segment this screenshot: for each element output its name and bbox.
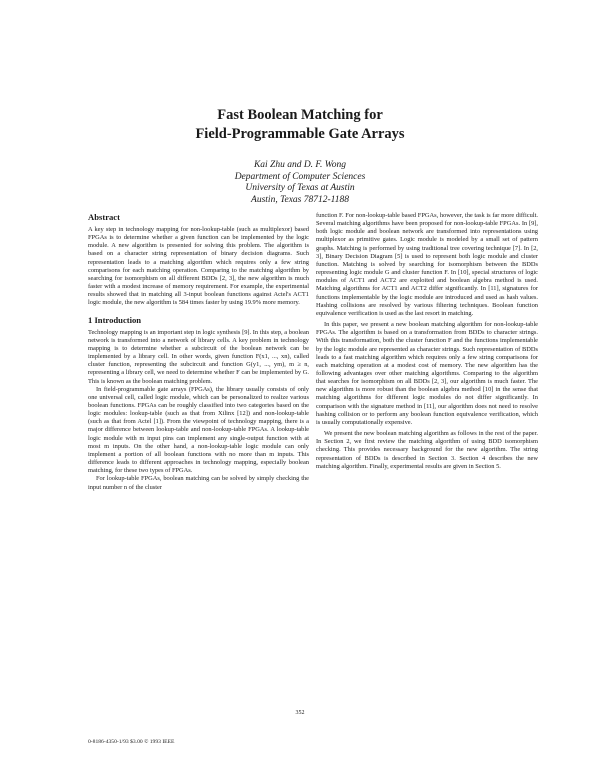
intro-paragraph-5: In this paper, we present a new boolean matching algorithm for non-lookup-table FPGAs. The algorithm is based on a transformation from BDDs to character strings. With this transformation, both the cluster function F and the functions implementable by the logic module are represented as character strings. Such representation of BDDs leads to a fast matching algorithm which requires only a few string comparisons for each matching operation at a modest cost of memory. The new algorithm has the following advantages over other matching algorithms. Comparing to the algorithm that searches for isomorphism on all BDDs [2, 3], our algorithm is much faster. The new algorithm is more robust than the boolean algebra method [10] in the sense that matching algorithms for different logic modules do not differ significantly. In comparison with the signature method in [11], our algorithm does not need to resolve hashing collision or to perform any boolean function equivalence verification, which is usually computationally expensive. [316, 321, 538, 426]
author-location: Austin, Texas 78712-1188 [251, 194, 349, 205]
intro-paragraph-3: For lookup-table FPGAs, boolean matching can be solved by simply checking the input number n of the cluster [88, 475, 309, 491]
abstract-heading: Abstract [88, 212, 120, 222]
introduction-heading: 1 Introduction [88, 314, 142, 325]
title-line-1: Fast Boolean Matching for [217, 107, 383, 123]
author-university: University of Texas at Austin [245, 183, 355, 193]
page-number: 352 [295, 710, 305, 716]
left-column [88, 212, 309, 492]
intro-paragraph-4: function F. For non-lookup-table based FPGAs, however, the task is far more difficult. Several matching algorithms have been proposed for non-lookup-table FPGAs. In [9], both logic module and boolean network are transformed into representations using multiplexor as primitive gates. Logic module is modeled by a small set of pattern graphs. Matching is performed by using traditional tree covering technique [7]. In [2, 3], Binary Decision Diagram [5] is used to represent both logic module and cluster function. Matching is solved by searching for isomorphism between the BDDs representing logic module G and cluster function F. In [10], special structures of logic modules of ACT1 and ACT2 are exploited and boolean algebra method is used. Matching algorithms for ACT1 and ACT2 differ significantly. In [11], signatures for functions implementable by the logic module are introduced and used as hash values. Hashing collisions are resolved by various filtering techniques. Boolean function equivalence verification is used as the last resort in matching. [316, 212, 538, 317]
intro-paragraph-2: In field-programmable gate arrays (FPGAs), the library usually consists of only one universal cell, called logic module, which can be personalized to realize various boolean functions. FPGAs can be roughly classified into two categories based on the logic modules: lookup-table (such as that from Xilinx [12]) and non-lookup-table (such as that from Actel [1]). From the viewpoint of technology mapping, there is a major difference between lookup-table and non-lookup-table FPGAs. A lookup-table logic module with m input pins can implement any single-output function with at most m inputs. On the other hand, a non-lookup-table logic module can only implement a portion of all boolean functions with no more than m inputs. This difference leads to different approaches in technology mapping, especially boolean matching, for these two types of FPGAs. [88, 385, 309, 475]
intro-paragraph-6: We present the new boolean matching algorithm as follows in the rest of the paper. In Section 2, we first review the matching algorithm of using BDD isomorphism checking. This provides necessary background for the new algorithm. The string representation of BDDs is described in Section 3. Section 4 describes the new matching algorithm. Finally, experimental results are given in Section 5. [316, 430, 538, 470]
intro-paragraph-1: Technology mapping is an important step in logic synthesis [9]. In this step, a boolean network is transformed into a network of library cells. A key problem in technology mapping is to determine whether a subcircuit of the boolean network can be implemented by a library cell. In other words, given function F(x1, ..., xn), called cluster function, representing the subcircuit and function G(y1, ..., ym), m ≥ n, representing a library cell, we need to determine whether F can be implemented by G. This is known as the boolean matching problem. [88, 328, 309, 385]
right-column [316, 212, 538, 471]
author-names: Kai Zhu and D. F. Wong [253, 160, 347, 170]
author-block [0, 160, 600, 206]
paper-title [0, 106, 600, 144]
abstract-text: A key step in technology mapping for non-lookup-table (such as multiplexor) based FPGAs is to determine whether a given function can be implemented by the logic module. A new algorithm is presented for solving this problem. The algorithm is based on a character string representation of binary decision diagrams. Such representation leads to a matching algorithm which requires only a few string comparisons for each matching operation. Comparing to the matching algorithm by searching for isomorphism on all different BDDs [2, 3], the new algorithm is much faster with a modest increase of memory requirement. For example, the experimental results showed that in matching all 3-input boolean functions against Actel's ACT1 logic module, the new algorithm is 584 times faster by using 19.9% more memory. [88, 226, 309, 307]
copyright-footer: 0-8186-4350-1/93 $3.00 © 1993 IEEE [88, 739, 175, 745]
author-department: Department of Computer Sciences [234, 171, 366, 182]
title-line-2: Field-Programmable Gate Arrays [195, 126, 405, 142]
